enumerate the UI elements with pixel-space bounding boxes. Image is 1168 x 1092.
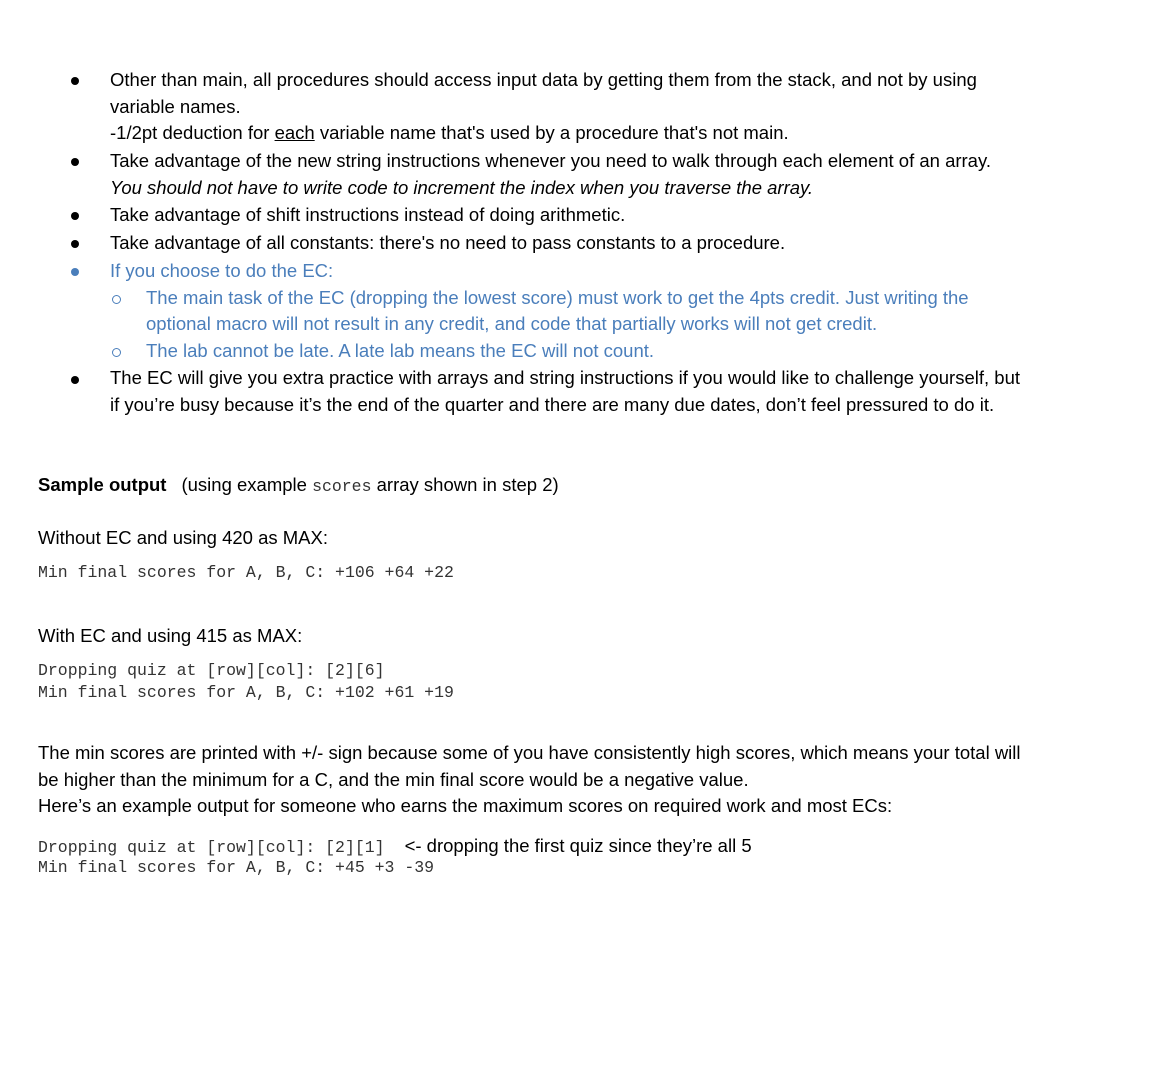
bullet-1-line-2: variable names. — [110, 96, 241, 117]
deduction-text-underlined: each — [274, 122, 315, 143]
bullet-3: Take advantage of shift instructions instead of doing arithmetic. — [110, 204, 626, 225]
sub-bullet-1-line-1: The main task of the EC (dropping the lowest score) must work to get the 4pts credit. Just writing the — [146, 287, 969, 308]
example-output-line-1 — [38, 835, 752, 859]
bullet-2-line-1: Take advantage of the new string instructions whenever you need to walk through each element of an array. — [110, 150, 991, 171]
with-ec-output-line-2: Min final scores for A, B, C: +102 +61 +19 — [38, 683, 454, 702]
with-ec-label: With EC and using 415 as MAX: — [38, 625, 303, 646]
bullet-dot — [71, 77, 79, 85]
bullet-dot — [71, 376, 79, 384]
bullet-1-line-3 — [110, 120, 789, 146]
sample-note-post: array shown in step 2) — [371, 474, 559, 495]
bullet-6-line-1: The EC will give you extra practice with arrays and string instructions if you would like to challenge yourself, but — [110, 367, 1021, 388]
bullet-2-line-2: You should not have to write code to increment the index when you traverse the array. — [110, 177, 814, 198]
sample-output-heading — [38, 472, 559, 498]
explanation-line-1: The min scores are printed with +/- sign because some of you have consistently high scores, which means your total will — [38, 742, 1021, 763]
example-output-note: <- dropping the first quiz since they’re all 5 — [404, 835, 752, 856]
sub-bullet-1-line-2: optional macro will not result in any credit, and code that partially works will not get credit. — [146, 313, 878, 334]
bullet-dot — [71, 240, 79, 248]
sub-bullet-2: The lab cannot be late. A late lab means the EC will not count. — [146, 340, 655, 361]
deduction-text-pre: -1/2pt deduction for — [110, 122, 275, 143]
example-output-code-1: Dropping quiz at [row][col]: [2][1] — [38, 838, 385, 857]
bullet-6-line-2: if you’re busy because it’s the end of the quarter and there are many due dates, don’t feel pressured to do it. — [110, 394, 995, 415]
sample-output-title: Sample output — [38, 474, 167, 495]
without-ec-label: Without EC and using 420 as MAX: — [38, 527, 328, 548]
deduction-text-post: variable name that's used by a procedure that's not main. — [314, 122, 789, 143]
explanation-line-2: be higher than the minimum for a C, and the min final score would be a negative value. — [38, 769, 749, 790]
bullet-dot — [71, 158, 79, 166]
example-output-line-2: Min final scores for A, B, C: +45 +3 -39 — [38, 858, 435, 877]
without-ec-output: Min final scores for A, B, C: +106 +64 +22 — [38, 563, 454, 582]
sub-bullet-circle — [112, 348, 121, 357]
bullet-4: Take advantage of all constants: there's no need to pass constants to a procedure. — [110, 232, 786, 253]
sample-note-code: scores — [312, 477, 372, 496]
bullet-dot — [71, 212, 79, 220]
bullet-1-line-1: Other than main, all procedures should access input data by getting them from the stack, and not by using — [110, 69, 977, 90]
with-ec-output-line-1: Dropping quiz at [row][col]: [2][6] — [38, 661, 385, 680]
sample-note-pre: (using example — [181, 474, 313, 495]
bullet-dot — [71, 268, 79, 276]
explanation-line-3: Here’s an example output for someone who earns the maximum scores on required work and most ECs: — [38, 795, 893, 816]
sub-bullet-circle — [112, 295, 121, 304]
bullet-5: If you choose to do the EC: — [110, 260, 334, 281]
